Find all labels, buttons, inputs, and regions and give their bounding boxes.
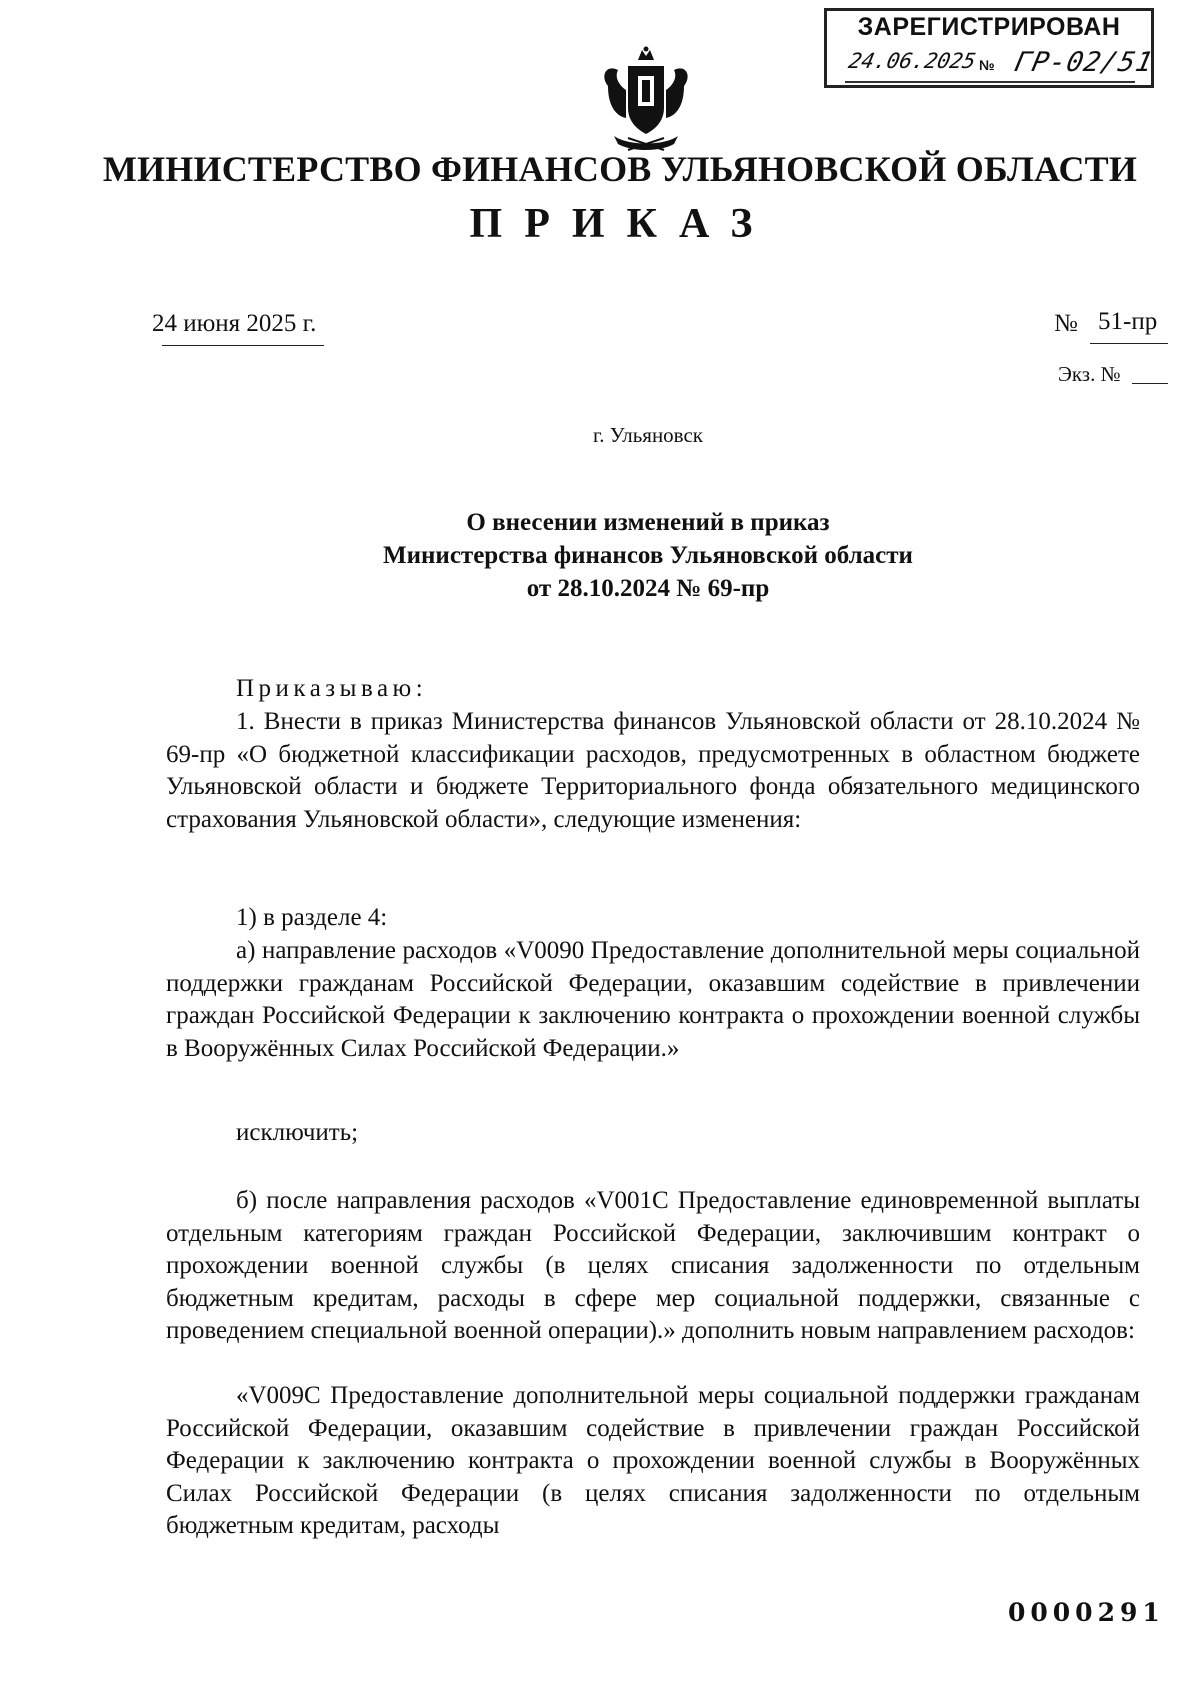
stamp-date: 24.06.2025 <box>846 49 978 73</box>
order-number-label: № <box>1054 310 1078 337</box>
ministry-name: МИНИСТЕРСТВО ФИНАНСОВ УЛЬЯНОВСКОЙ ОБЛАСТИ <box>102 149 1138 189</box>
stamp-reg-number: ГР-02/51 <box>1011 47 1157 78</box>
paragraph-1 <box>166 706 1140 836</box>
registration-stamp <box>824 8 1157 88</box>
title-line: О внесении изменений в приказ <box>466 509 830 536</box>
item-a-text: а) направление расходов «V0090 Предоставление дополнительной меры социальной поддержки гражданам Российской Федерации, оказавшим содействие в привлечении граждан Российской Федерации к заключению контракта о прохождении военной службы в Вооружённых Силах Российской Федерации.» <box>166 937 1140 1062</box>
order-date: 24 июня 2025 г. <box>152 310 317 337</box>
coat-of-arms-icon <box>598 46 694 156</box>
quoted-expenditure <box>166 1380 1140 1543</box>
order-title <box>0 506 1200 605</box>
item-a <box>166 935 1140 1065</box>
stamp-title: ЗАРЕГИСТРИРОВАН <box>857 13 1121 41</box>
copy-number-label: Экз. № <box>1058 362 1121 386</box>
form-serial-number: 0000291 <box>1008 1598 1165 1627</box>
title-line: от 28.10.2024 № 69-пр <box>526 575 770 602</box>
section-heading-block <box>166 902 1140 935</box>
exclude-text: исключить; <box>236 1119 359 1146</box>
item-b <box>166 1185 1140 1348</box>
title-line: Министерства финансов Ульяновской области <box>383 542 913 569</box>
order-word-block <box>166 673 1140 706</box>
copy-number-underline <box>1132 383 1168 384</box>
quoted-expenditure-text: «V009С Предоставление дополнительной меры социальной поддержки гражданам Российской Федерации, оказавшим содействие в привлечении граждан Российской Федерации к заключению контракта о прохождении военной службы в Вооружённых Силах Российской Федерации (в целях списания задолженности по отдельным бюджетным кредитам, расходы <box>166 1382 1140 1539</box>
number-underline <box>1090 343 1168 344</box>
stamp-number-label: № <box>979 57 995 73</box>
paragraph-1-text: 1. Внести в приказ Министерства финансов Ульяновской области от 28.10.2024 № 69-пр «О бюджетной классификации расходов, предусмотренных в областном бюджете Ульяновской области и бюджете Территориального фонда обязательного медицинского страхования Ульяновской области», следующие изменения: <box>166 708 1140 833</box>
section-heading: 1) в разделе 4: <box>236 904 388 931</box>
item-b-text: б) после направления расходов «V001С Предоставление единовременной выплаты отдельным категориям граждан Российской Федерации, заключившим контракт о прохождении военной службы (в целях списания задолженности по отдельным бюджетным кредитам, расходы в сфере мер социальной поддержки, связанные с проведением специальной военной операции).» дополнить новым направлением расходов: <box>166 1187 1140 1344</box>
city: г. Ульяновск <box>592 423 703 447</box>
order-number: 51-пр <box>1098 308 1158 335</box>
date-underline <box>162 345 324 346</box>
order-word: Приказываю: <box>236 675 428 702</box>
document-type: ПРИКАЗ <box>469 201 775 247</box>
exclude-block <box>166 1117 1140 1150</box>
